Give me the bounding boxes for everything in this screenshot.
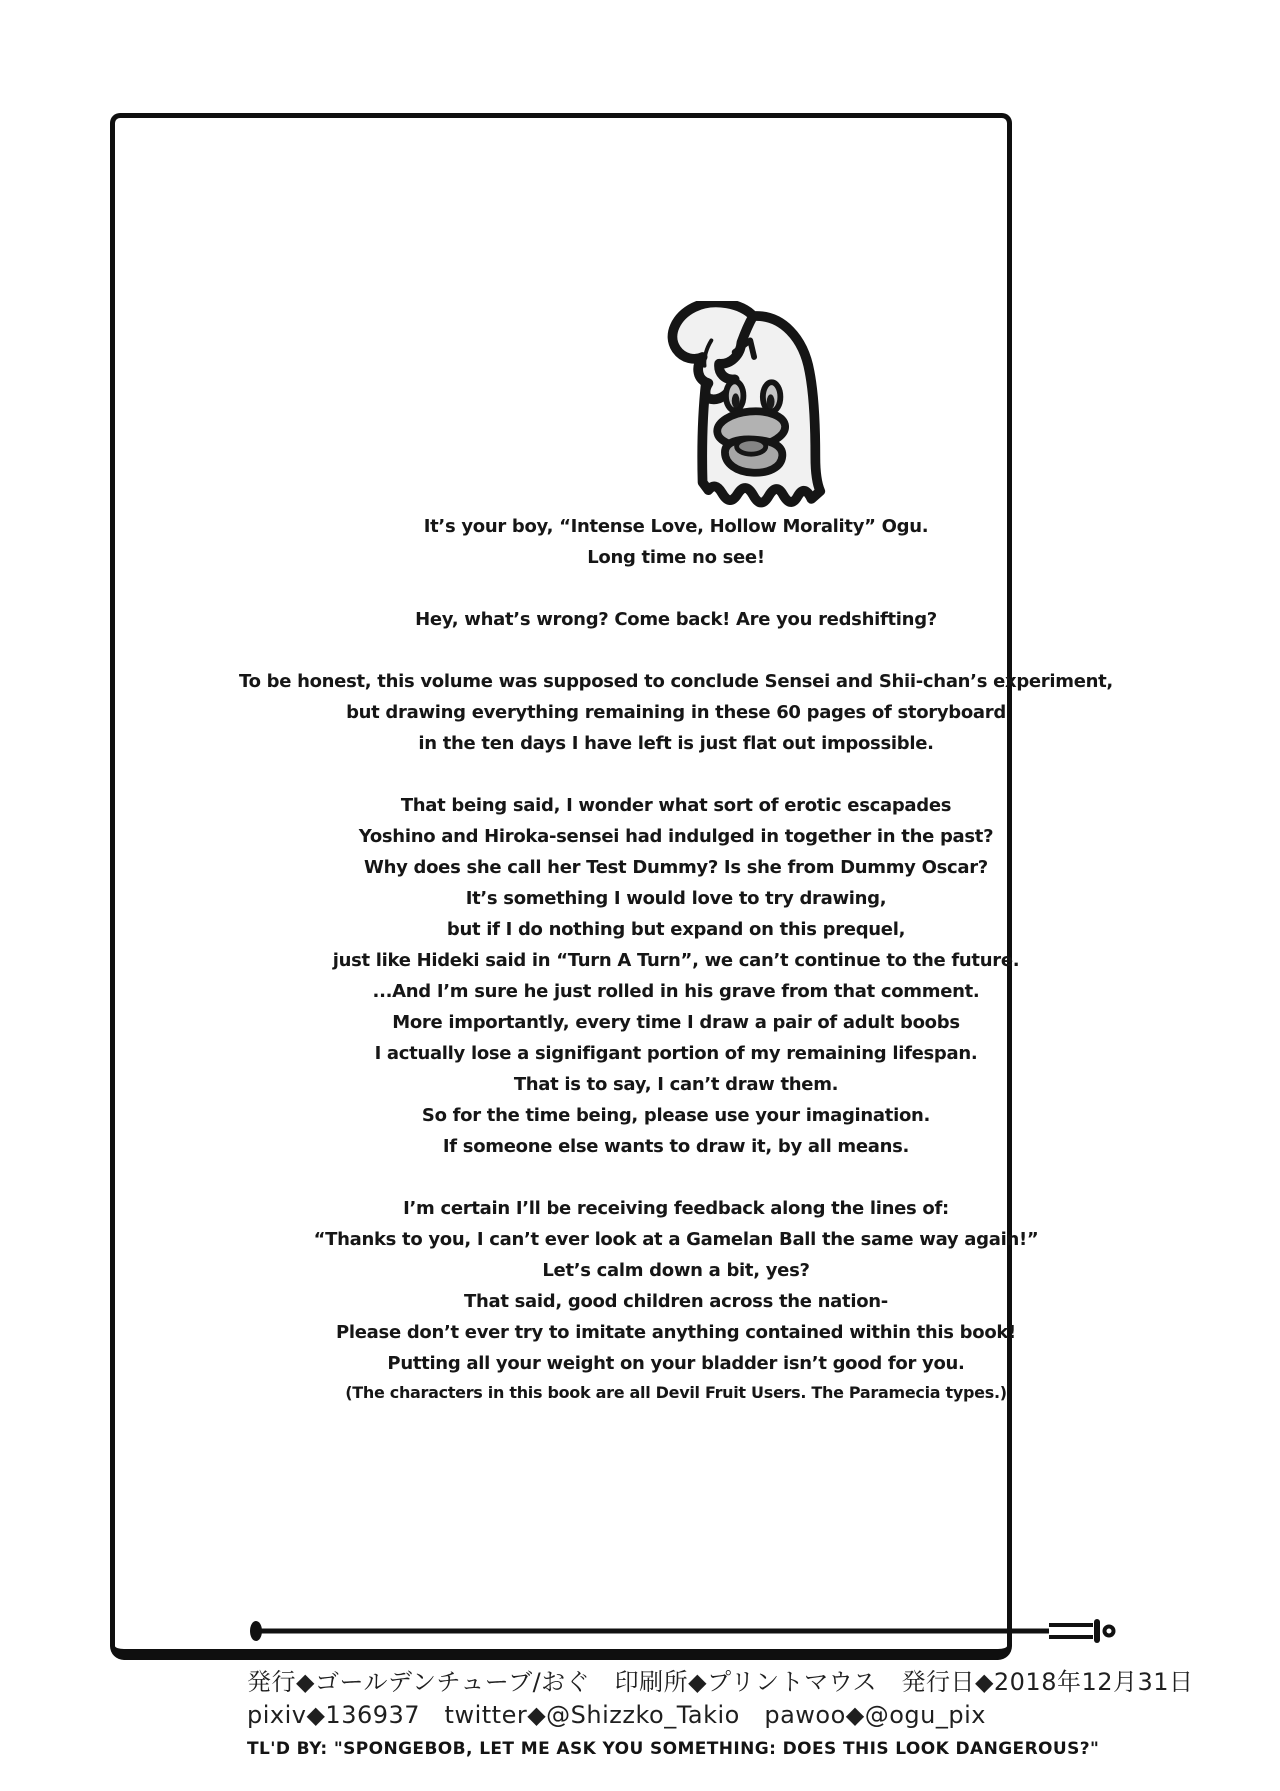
text-line: in the ten days I have left is just flat out impossible. xyxy=(418,733,934,754)
text-line: More importantly, every time I draw a pair of adult boobs xyxy=(392,1012,960,1033)
parenthetical-note-line: (The characters in this book are all Devil Fruit Users. The Paramecia types.) xyxy=(345,1383,1007,1402)
text-line: So for the time being, please use your imagination. xyxy=(421,1105,931,1126)
pen-end-icon xyxy=(1049,1622,1114,1640)
text-line: ...And I’m sure he just rolled in his grave from that comment. xyxy=(372,981,980,1002)
text-line: Long time no see! xyxy=(587,547,765,568)
text-line: but if I do nothing but expand on this prequel, xyxy=(446,919,906,940)
paragraph xyxy=(230,1193,1122,1406)
translator-note-line: TL'D BY: "SPONGEBOB, LET ME ASK YOU SOMETHING: DOES THIS LOOK DANGEROUS?" xyxy=(247,1739,1100,1759)
ogu-ghost-mascot-icon xyxy=(653,301,828,516)
paragraph xyxy=(230,790,1122,1162)
text-line: Yoshino and Hiroka-sensei had indulged in together in the past? xyxy=(358,826,994,847)
text-line: That is to say, I can’t draw them. xyxy=(513,1074,839,1095)
text-line: Putting all your weight on your bladder isn’t good for you. xyxy=(387,1353,965,1374)
colophon xyxy=(247,1666,1194,1762)
paragraph xyxy=(230,666,1122,759)
text-line: That being said, I wonder what sort of erotic escapades xyxy=(400,795,952,816)
text-line: Please don’t ever try to imitate anything contained within this book! xyxy=(336,1322,1016,1343)
paragraph xyxy=(230,511,1122,573)
text-line: I actually lose a signifigant portion of my remaining lifespan. xyxy=(374,1043,978,1064)
text-line: It’s something I would love to try drawing, xyxy=(465,888,887,909)
text-line: If someone else wants to draw it, by all means. xyxy=(442,1136,910,1157)
accounts-line: pixiv◆136937 twitter◆@Shizzko_Takio pawoo◆@ogu_pix xyxy=(247,1701,986,1729)
text-line: just like Hideki said in “Turn A Turn”, we can’t continue to the future. xyxy=(332,950,1020,971)
text-line: It’s your boy, “Intense Love, Hollow Morality” Ogu. xyxy=(423,516,929,537)
text-line: To be honest, this volume was supposed to conclude Sensei and Shii-chan’s experiment, xyxy=(239,671,1113,692)
text-line: Hey, what’s wrong? Come back! Are you redshifting? xyxy=(415,609,937,630)
publisher-info-line: 発行◆ゴールデンチューブ/おぐ 印刷所◆プリントマウス 発行日◆2018年12月31日 xyxy=(247,1668,1194,1696)
paragraph xyxy=(230,604,1122,635)
text-line: “Thanks to you, I can’t ever look at a Gamelan Ball the same way again!” xyxy=(313,1229,1039,1250)
afterword-text xyxy=(230,511,1122,1406)
text-line: Why does she call her Test Dummy? Is she from Dummy Oscar? xyxy=(364,857,988,878)
diamond-end-icon xyxy=(250,1621,262,1641)
page-border-frame xyxy=(110,113,1194,1759)
text-line: That said, good children across the nation- xyxy=(464,1291,888,1312)
text-line: I’m certain I’ll be receiving feedback along the lines of: xyxy=(403,1198,949,1219)
text-line: Let’s calm down a bit, yes? xyxy=(542,1260,810,1281)
text-line: but drawing everything remaining in these 60 pages of storyboard xyxy=(346,702,1006,723)
divider-rule xyxy=(243,1614,1123,1648)
